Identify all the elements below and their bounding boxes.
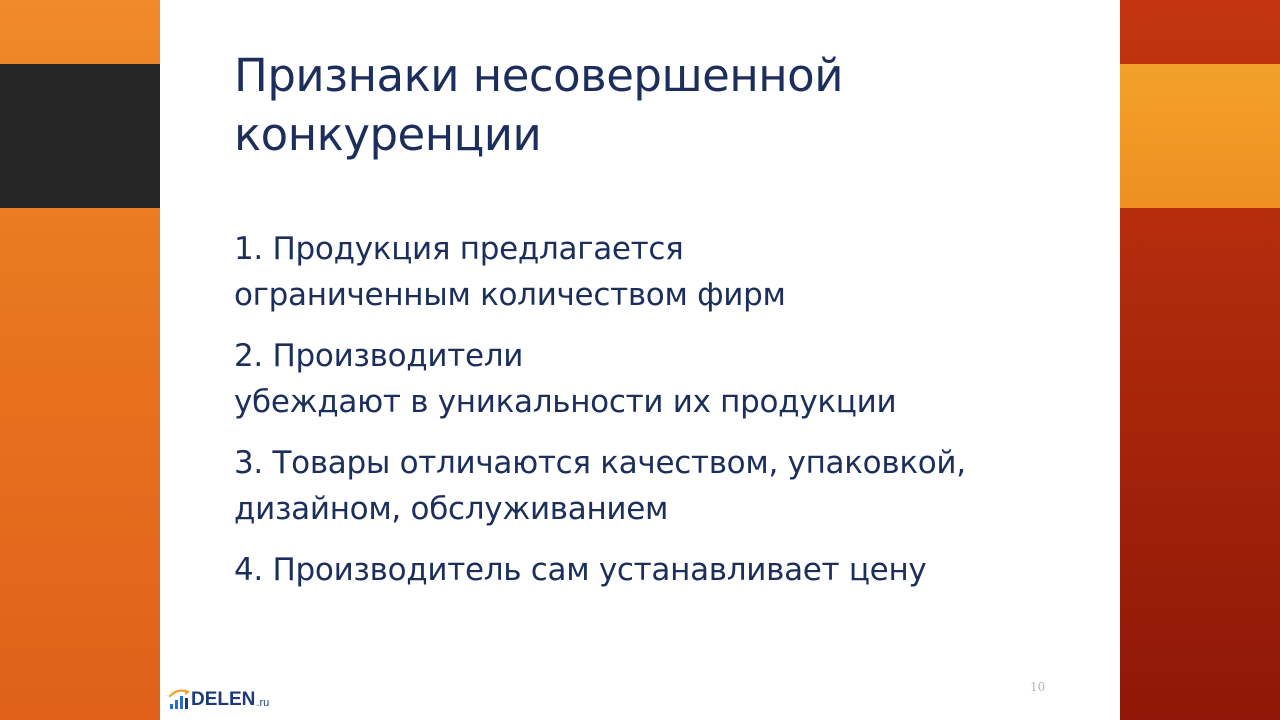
list-item-line: 1. Продукция предлагается xyxy=(234,231,684,267)
site-logo[interactable] xyxy=(168,683,269,711)
logo-name: DELEN xyxy=(191,689,256,710)
bar-chart-logo-icon xyxy=(168,687,190,711)
list-item xyxy=(234,440,1084,532)
list-item-line: ограниченным количеством фирм xyxy=(234,277,786,313)
list-item-line: 3. Товары отличаются качеством, упаковкой, xyxy=(234,445,966,481)
list-item xyxy=(234,226,1084,318)
title-line-2: конкуренции xyxy=(234,108,542,161)
list-item xyxy=(234,333,1084,425)
slide xyxy=(160,0,1120,720)
page-number: 10 xyxy=(1030,680,1046,694)
list-item-line: 2. Производители xyxy=(234,338,524,374)
list-item-line: убеждают в уникальности их продукции xyxy=(234,384,897,420)
list-item-line: дизайном, обслуживанием xyxy=(234,491,669,527)
logo-suffix: .ru xyxy=(256,697,270,709)
slide-title xyxy=(234,46,1054,164)
title-line-1: Признаки несовершенной xyxy=(234,49,843,102)
list-item-line: 4. Производитель сам устанавливает цену xyxy=(234,552,927,588)
right-orange-bar xyxy=(1120,64,1280,208)
list-item xyxy=(234,547,1084,593)
feature-list xyxy=(234,226,1084,608)
left-dark-bar xyxy=(0,64,160,208)
